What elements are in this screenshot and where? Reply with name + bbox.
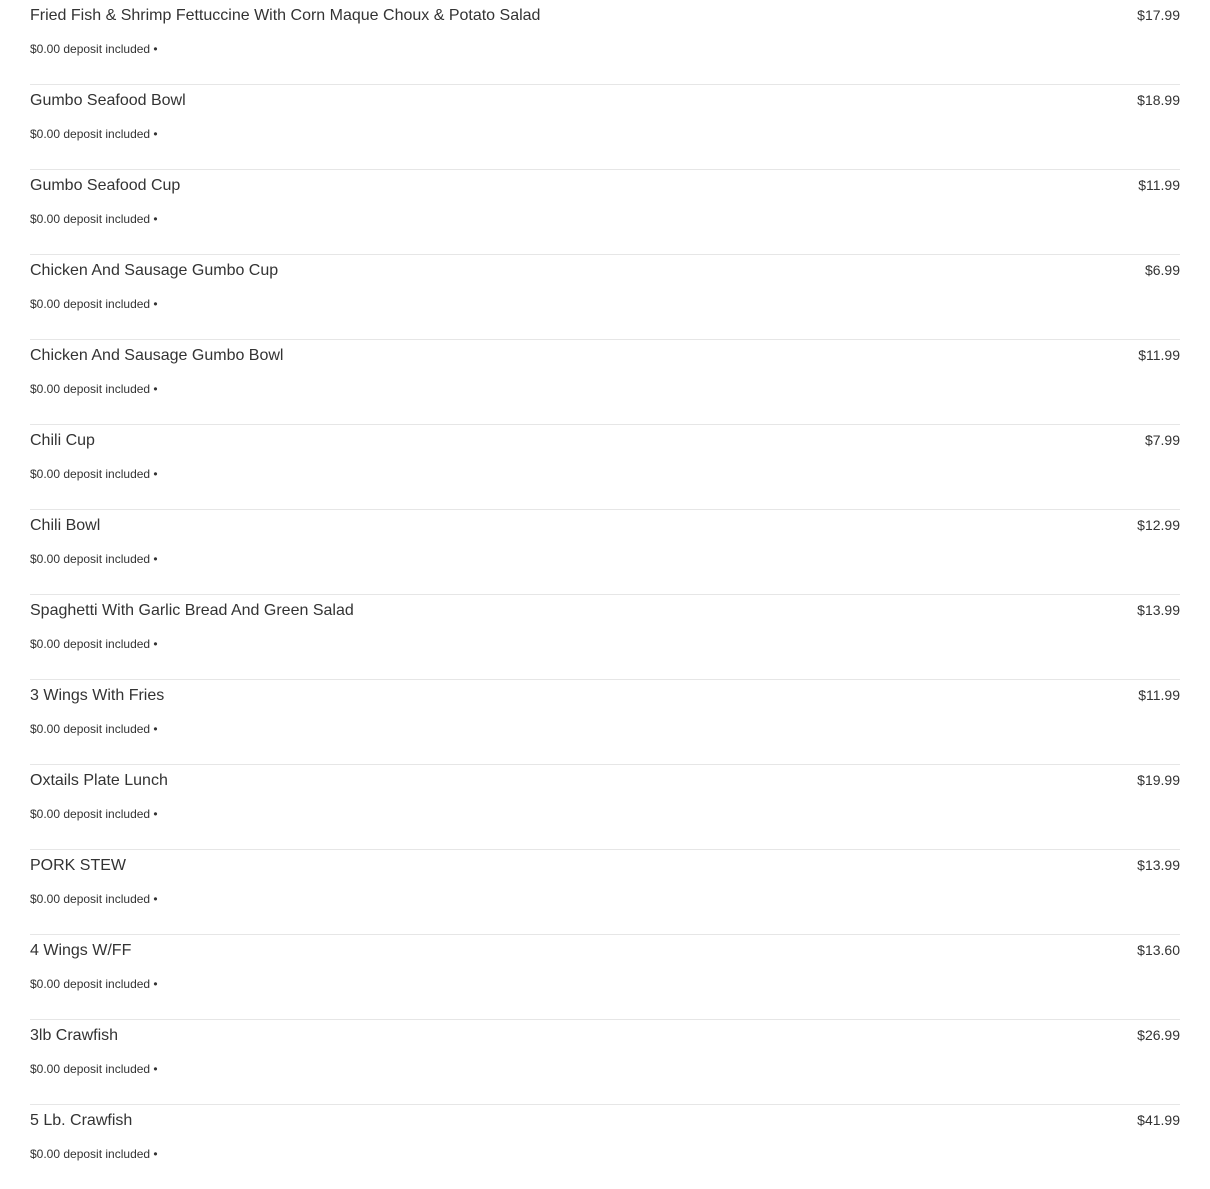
item-deposit-note: $0.00 deposit included •	[30, 1062, 158, 1076]
item-name: 5 Lb. Crawfish	[30, 1112, 133, 1129]
item-deposit-note: $0.00 deposit included •	[30, 722, 158, 736]
menu-item[interactable]	[30, 595, 1180, 680]
item-deposit-note: $0.00 deposit included •	[30, 212, 158, 226]
menu-item[interactable]	[30, 0, 1180, 85]
item-name: 3lb Crawfish	[30, 1027, 119, 1044]
menu-item[interactable]	[30, 1020, 1180, 1105]
item-deposit-note: $0.00 deposit included •	[30, 297, 158, 311]
item-deposit-note: $0.00 deposit included •	[30, 127, 158, 141]
item-deposit-note: $0.00 deposit included •	[30, 977, 158, 991]
item-name: Fried Fish & Shrimp Fettuccine With Corn Maque Choux & Potato Salad	[30, 7, 541, 24]
menu-item[interactable]	[30, 935, 1180, 1020]
item-deposit-note: $0.00 deposit included •	[30, 42, 158, 56]
item-price: $11.99	[1138, 177, 1180, 193]
item-price: $11.99	[1138, 347, 1180, 363]
menu-item[interactable]	[30, 170, 1180, 255]
menu-item[interactable]	[30, 425, 1180, 510]
menu-item[interactable]	[30, 680, 1180, 765]
item-price: $7.99	[1144, 432, 1180, 448]
item-price: $6.99	[1144, 262, 1180, 278]
item-price: $12.99	[1137, 517, 1180, 533]
item-deposit-note: $0.00 deposit included •	[30, 807, 158, 821]
item-price: $13.60	[1137, 942, 1180, 958]
menu-item[interactable]	[30, 85, 1180, 170]
item-name: PORK STEW	[30, 857, 127, 874]
item-deposit-note: $0.00 deposit included •	[30, 1147, 158, 1161]
item-deposit-note: $0.00 deposit included •	[30, 892, 158, 906]
menu-item[interactable]	[30, 765, 1180, 850]
item-deposit-note: $0.00 deposit included •	[30, 552, 158, 566]
item-price: $26.99	[1137, 1027, 1180, 1043]
item-name: Chili Bowl	[30, 517, 101, 534]
item-name: Oxtails Plate Lunch	[30, 772, 168, 789]
menu-item[interactable]	[30, 510, 1180, 595]
item-price: $19.99	[1137, 772, 1180, 788]
item-name: Spaghetti With Garlic Bread And Green Salad	[30, 602, 354, 619]
menu-item[interactable]	[30, 255, 1180, 340]
item-price: $13.99	[1137, 602, 1180, 618]
item-name: 4 Wings W/FF	[30, 942, 132, 959]
menu-item[interactable]	[30, 850, 1180, 935]
item-name: Gumbo Seafood Bowl	[30, 92, 186, 109]
item-price: $13.99	[1137, 857, 1180, 873]
item-price: $17.99	[1137, 7, 1180, 23]
menu-item-list	[30, 0, 1180, 1189]
item-deposit-note: $0.00 deposit included •	[30, 382, 158, 396]
item-name: Chicken And Sausage Gumbo Cup	[30, 262, 279, 279]
item-price: $11.99	[1138, 687, 1180, 703]
item-price: $18.99	[1137, 92, 1180, 108]
item-name: Chili Cup	[30, 432, 95, 449]
menu-item[interactable]	[30, 1105, 1180, 1189]
menu-item[interactable]	[30, 340, 1180, 425]
item-price: $41.99	[1137, 1112, 1180, 1128]
item-name: Gumbo Seafood Cup	[30, 177, 181, 194]
item-deposit-note: $0.00 deposit included •	[30, 467, 158, 481]
item-name: Chicken And Sausage Gumbo Bowl	[30, 347, 284, 364]
item-deposit-note: $0.00 deposit included •	[30, 637, 158, 651]
item-name: 3 Wings With Fries	[30, 687, 165, 704]
